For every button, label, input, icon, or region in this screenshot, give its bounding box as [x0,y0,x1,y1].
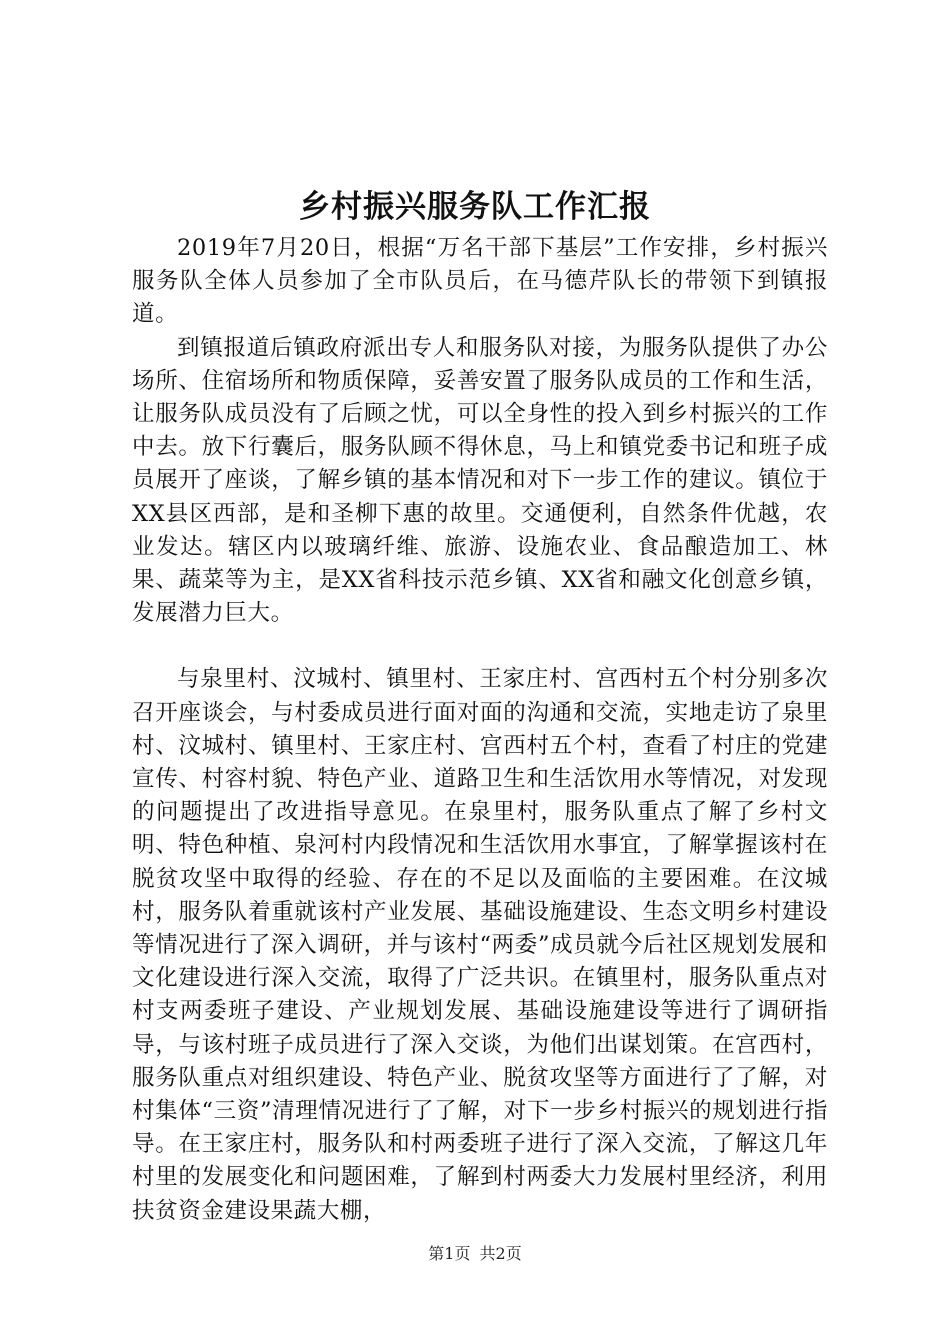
paragraph-1: 2019年7月20日，根据“万名干部下基层”工作安排，乡村振兴服务队全体人员参加了全市队员后，在马德芹队长的带领下到镇报道。 [132,235,828,328]
paragraph-2: 到镇报道后镇政府派出专人和服务队对接，为服务队提供了办公场所、住宿场所和物质保障，妥善安置了服务队成员的工作和生活，让服务队成员没有了后顾之忧，可以全身性的投入到乡村振兴的工作中去。放下行囊后，服务队顾不得休息，马上和镇党委书记和班子成员展开了座谈，了解乡镇的基本情况和对下一步工作的建议。镇位于XX县区西部，是和圣柳下惠的故里。交通便利，自然条件优越，农业发达。辖区内以玻璃纤维、旅游、设施农业、食品酿造加工、林果、蔬菜等为主，是XX省科技示范乡镇、XX省和融文化创意乡镇，发展潜力巨大。 [132,334,828,627]
page-total: 共2页 [479,1244,522,1263]
document-body [132,232,828,1228]
document-title: 乡村振兴服务队工作汇报 [299,189,651,225]
page-number: 第1页 [428,1244,471,1263]
page-footer [0,1242,950,1266]
paragraph-3: 与泉里村、汶城村、镇里村、王家庄村、宫西村五个村分别多次召开座谈会，与村委成员进行面对面的沟通和交流，实地走访了泉里村、汶城村、镇里村、王家庄村、宫西村五个村，查看了村庄的党建宣传、村容村貌、特色产业、道路卫生和生活饮用水等情况，对发现的问题提出了改进指导意见。在泉里村，服务队重点了解了乡村文明、特色种植、泉河村内段情况和生活饮用水事宜，了解掌握该村在脱贫攻坚中取得的经验、存在的不足以及面临的主要困难。在汶城村，服务队着重就该村产业发展、基础设施建设、生态文明乡村建设等情况进行了深入调研，并与该村“两委”成员就今后社区规划发展和文化建设进行深入交流，取得了广泛共识。在镇里村，服务队重点对村支两委班子建设、产业规划发展、基础设施建设等进行了调研指导，与该村班子成员进行了深入交谈，为他们出谋划策。在宫西村，服务队重点对组织建设、特色产业、脱贫攻坚等方面进行了了解，对村集体“三资”清理情况进行了了解，对下一步乡村振兴的规划进行指导。在王家庄村，服务队和村两委班子进行了深入交流，了解这几年村里的发展变化和问题困难，了解到村两委大力发展村里经济，利用扶贫资金建设果蔬大棚， [132,666,828,1224]
